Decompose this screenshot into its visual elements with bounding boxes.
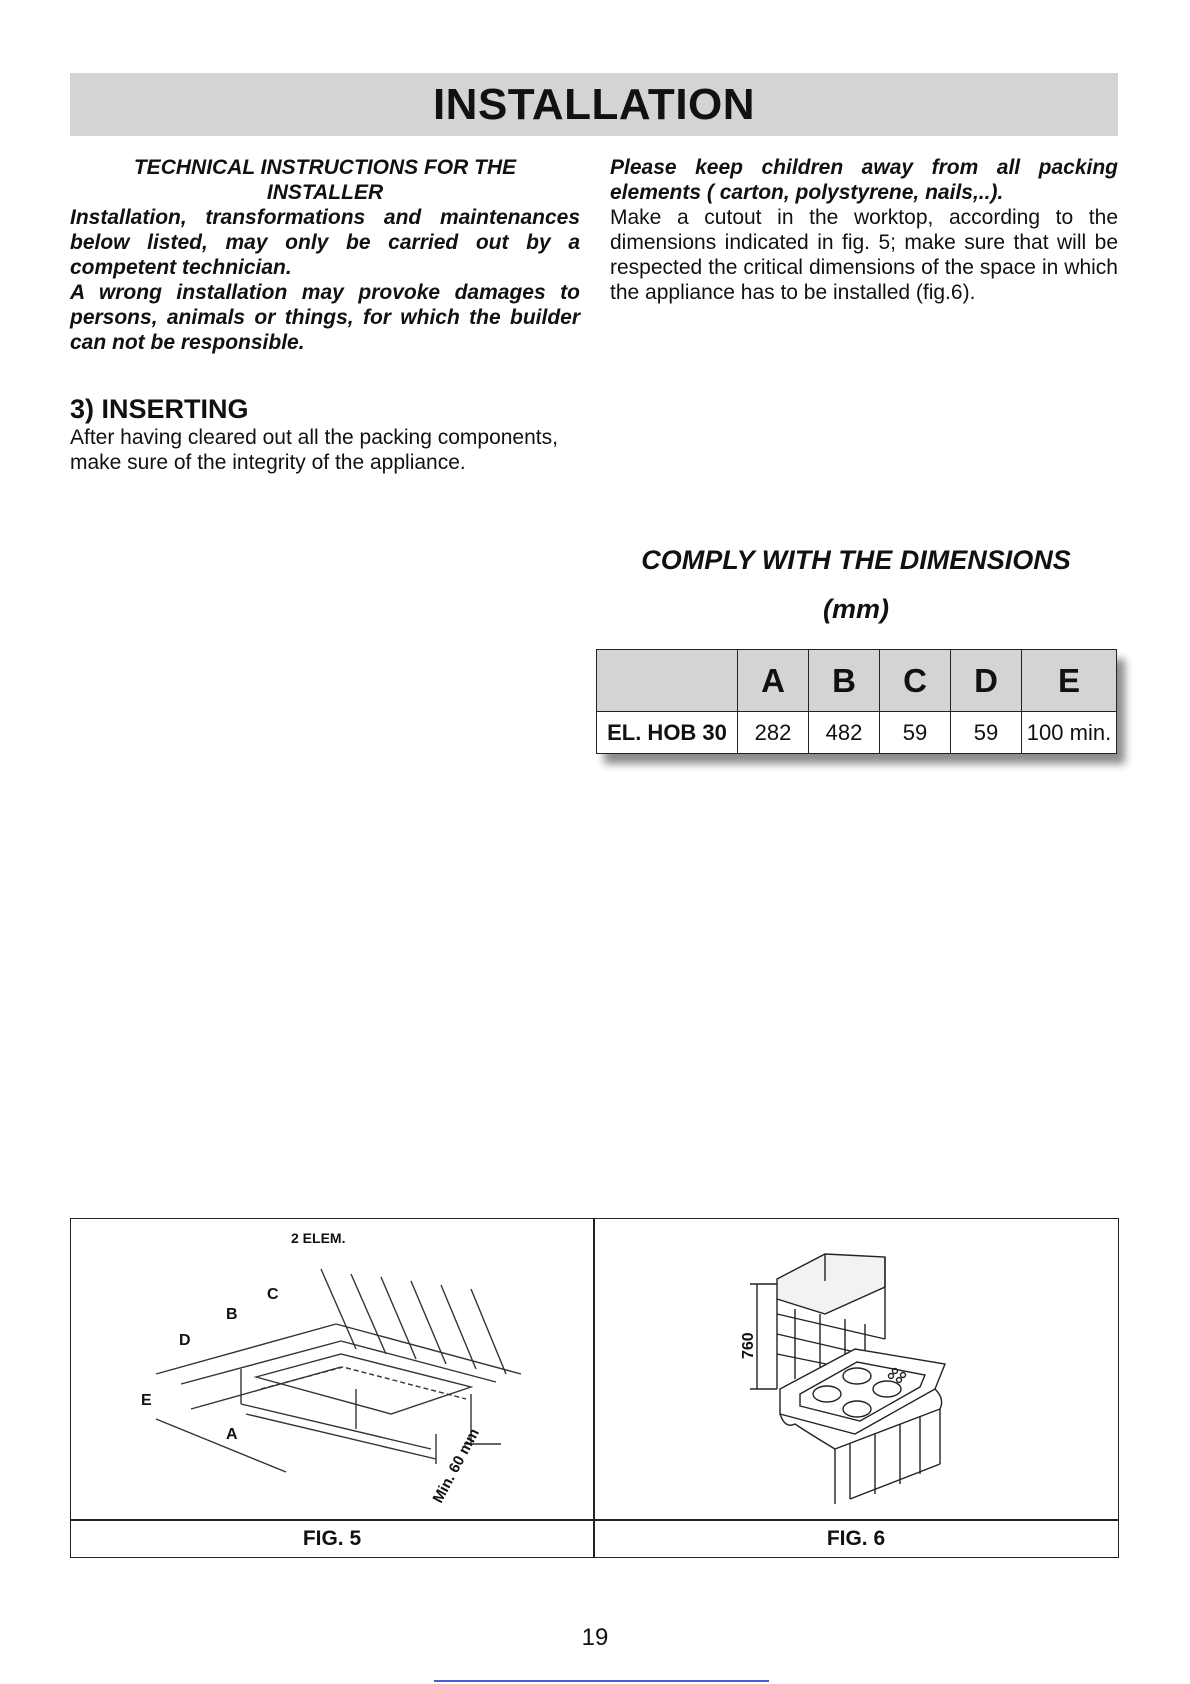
table-header-cell: A xyxy=(738,650,809,712)
fig5-label-a: A xyxy=(226,1426,238,1443)
inserting-text: After having cleared out all the packing components, make sure of the integrity of the appliance. xyxy=(70,426,558,474)
cutout-text: Make a cutout in the worktop, according to the dimensions indicated in fig. 5; make sure that will be respected the critical dimensions of the space in which the appliance has to be installed (fig.6). xyxy=(610,206,1118,304)
tech-title-line1: TECHNICAL INSTRUCTIONS FOR THE xyxy=(133,156,517,179)
table-cell: 59 xyxy=(951,712,1022,754)
tech-title-line2: INSTALLER xyxy=(266,181,384,204)
table-cell: 282 xyxy=(738,712,809,754)
dimensions-title: COMPLY WITH THE DIMENSIONS xyxy=(641,545,1071,575)
technical-instructions xyxy=(70,155,580,355)
cutout-instructions xyxy=(610,155,1118,305)
header-bar xyxy=(70,73,1118,136)
fig5-label-b: B xyxy=(226,1306,238,1323)
inserting-heading: 3) INSERTING xyxy=(70,394,249,424)
inserting-section xyxy=(70,393,590,475)
dimensions-table xyxy=(596,649,1117,754)
table-cell: 100 min. xyxy=(1022,712,1117,754)
table-header-empty xyxy=(597,650,738,712)
fig5-min-label: Min. 60 mm xyxy=(429,1425,483,1506)
dimensions-unit: (mm) xyxy=(823,594,889,624)
fig6-installation-diagram xyxy=(595,1219,1117,1519)
footer-line xyxy=(434,1680,769,1682)
wrong-installation-warning: A wrong installation may provoke damages to persons, animals or things, for which the builder can not be responsible. xyxy=(70,281,580,354)
table-cell: 482 xyxy=(809,712,880,754)
fig5-label-d: D xyxy=(179,1332,191,1349)
table-header-cell: C xyxy=(880,650,951,712)
table-header-row xyxy=(597,650,1117,712)
model-label: EL. HOB 30 xyxy=(597,712,738,754)
table-header-cell: E xyxy=(1022,650,1117,712)
children-warning: Please keep children away from all packing elements ( carton, polystyrene, nails,..). xyxy=(610,156,1118,204)
table-header-cell: B xyxy=(809,650,880,712)
fig5-label-c: C xyxy=(267,1286,279,1303)
table-row xyxy=(597,712,1117,754)
table-header-cell: D xyxy=(951,650,1022,712)
competent-technician-warning: Installation, transformations and maintenances below listed, may only be carried out by a competent technician. xyxy=(70,206,580,279)
fig6-height-label: 760 xyxy=(740,1332,757,1359)
figures-box xyxy=(70,1218,1119,1558)
table-cell: 59 xyxy=(880,712,951,754)
fig5-caption: FIG. 5 xyxy=(302,1527,362,1550)
fig5-cutout-diagram xyxy=(71,1219,593,1519)
page-title: INSTALLATION xyxy=(432,79,756,129)
page-number: 19 xyxy=(581,1624,609,1651)
fig5-label-e: E xyxy=(141,1392,152,1409)
fig5-title: 2 ELEM. xyxy=(291,1230,346,1246)
fig6-caption: FIG. 6 xyxy=(826,1527,886,1550)
